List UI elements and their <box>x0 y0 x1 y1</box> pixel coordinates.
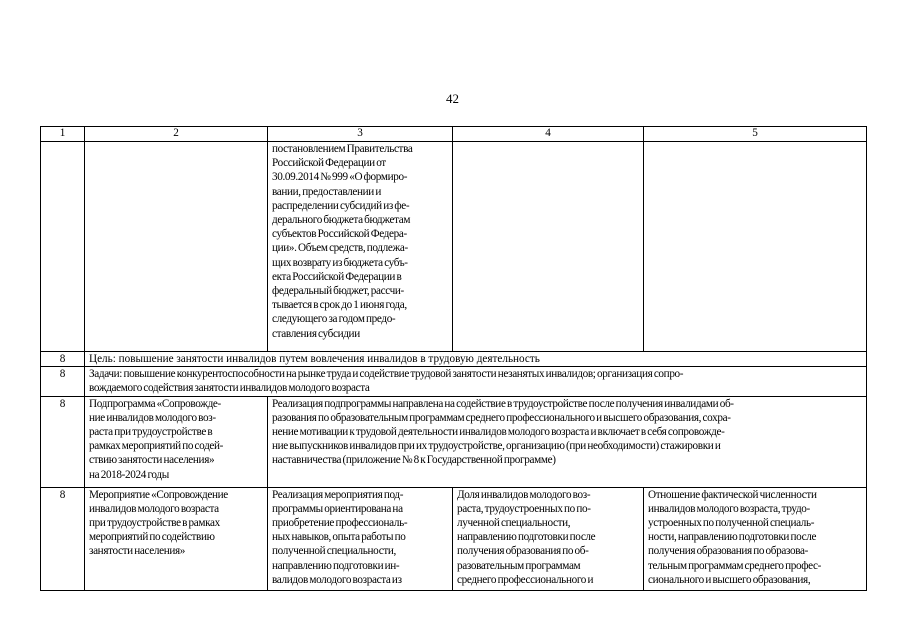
column-header-4: 4 <box>453 127 644 142</box>
tasks-text: Задачи: повышение конкурентоспособности на рынке труда и содействие трудовой занятости незанятых инвалидов; организация сопро- вождаемого содействия занятости инвалидов молодого возраста <box>85 367 867 396</box>
goal-text: Цель: повышение занятости инвалидов путем вовлечения инвалидов в трудовую деятельность <box>85 352 867 367</box>
table-row <box>41 142 867 352</box>
column-header-3: 3 <box>268 127 453 142</box>
tasks-row <box>41 367 867 396</box>
row-number-cell: 8 <box>41 396 85 487</box>
measure-indicator: Доля инвалидов молодого воз- раста, трудоустроенных по по- лученной специальности, направлению подготовки после получения образования по об- разовательным программам среднего профессионального и <box>453 487 644 590</box>
document-table <box>40 126 867 591</box>
measure-calculation: Отношение фактической численности инвалидов молодого возраста, трудо- устроенных по полученной специаль- ности, направлению подготовки после получения образования по образова- тельным программам среднего профес- сионального и высшего образования, <box>644 487 867 590</box>
header-row <box>41 127 867 142</box>
column-header-5: 5 <box>644 127 867 142</box>
row-number-cell <box>41 142 85 352</box>
calculation-cell <box>644 142 867 352</box>
row-number-cell: 8 <box>41 487 85 590</box>
column-header-2: 2 <box>85 127 268 142</box>
measure-description: Реализация мероприятия под- программы ориентирована на приобретение профессиональ- ных навыков, опыта работы по полученной специальности, направлению подготовки ин- валидов молодого возраста из <box>268 487 453 590</box>
description-cell: постановлением Правительства Российской Федерации от 30.09.2014 № 999 «О формиро- вании, предоставлении и распределении субсидий из фе- дерального бюджета бюджетам субъектов Российской Федера- ции». Объем средств, подлежа- щих возврату из бюджета субъ- екта Российской Федерации в федеральный бюджет, рассчи- тывается в срок до 1 июня года, следующего за годом предо- ставления субсидии <box>268 142 453 352</box>
row-number-cell: 8 <box>41 352 85 367</box>
measure-name: Мероприятие «Сопровождение инвалидов молодого возраста при трудоустройстве в рамках мероприятий по содействию занятости населения» <box>85 487 268 590</box>
goal-row <box>41 352 867 367</box>
subprogram-description: Реализация подпрограммы направлена на содействие в трудоустройстве после получения инвалидами об- разования по образовательным программам среднего профессионального и высшего образования, сохра- нение мотивации к трудовой деятельности инвалидов молодого возраста и включает в себя сопровожде- ние выпускников инвалидов при их трудоустройстве, организацию (при необходимости) стажировки и наставничества (приложение № 8 к Государственной программе) <box>268 396 867 487</box>
subprogram-row <box>41 396 867 487</box>
subprogram-name: Подпрограмма «Сопровожде- ние инвалидов молодого воз- раста при трудоустройстве в рамках мероприятий по содей- ствию занятости населения» на 2018-2024 годы <box>85 396 268 487</box>
row-number-cell: 8 <box>41 367 85 396</box>
column-header-1: 1 <box>41 127 85 142</box>
measure-row <box>41 487 867 590</box>
program-cell <box>85 142 268 352</box>
page-number: 42 <box>446 91 459 106</box>
indicator-cell <box>453 142 644 352</box>
